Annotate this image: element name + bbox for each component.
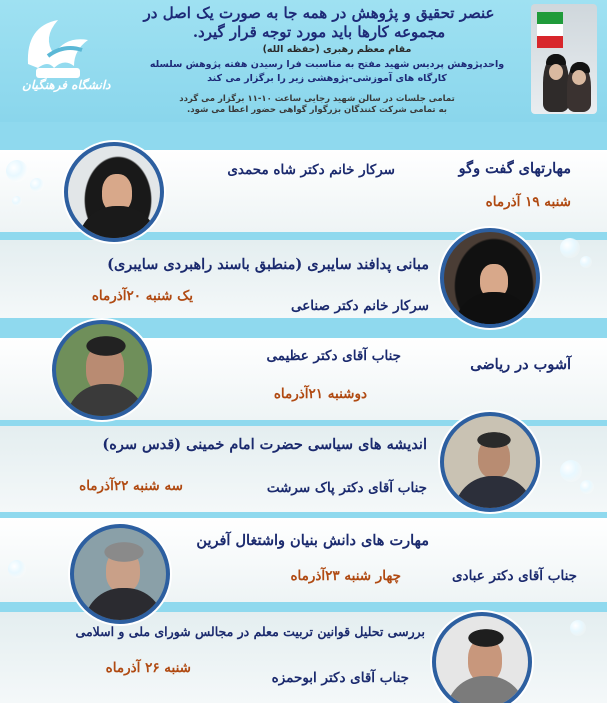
session-speaker: سرکار خانم دکتر شاه محمدی (227, 162, 395, 178)
session-date: دوشنبه ۲۱آذرماه (273, 386, 367, 402)
speaker-photo (440, 412, 540, 512)
leaders-photo (531, 4, 597, 114)
session-speaker: جناب آقای دکتر ابوحمزه (271, 670, 409, 686)
session-date: شنبه ۲۶ آذرماه (105, 660, 191, 676)
speaker-photo (70, 524, 170, 624)
bubble-decoration (12, 196, 22, 206)
bubble-decoration (580, 256, 592, 268)
session-topic: مبانی پدافند سایبری (منطبق باسند راهبردی سایبری) (107, 256, 429, 273)
bubble-decoration (6, 160, 28, 182)
bubble-decoration (560, 238, 580, 258)
bubble-decoration (570, 620, 586, 636)
bubble-decoration (560, 460, 582, 482)
quote-source: مقام معظم رهبری (حفظه الله) (262, 44, 412, 55)
bubble-decoration (580, 480, 594, 494)
session-speaker: جناب آقای دکتر عظیمی (266, 348, 401, 364)
speaker-photo (52, 320, 152, 420)
leader-figure (567, 62, 591, 112)
logo-text: دانشگاه فرهنگیان (22, 78, 111, 92)
session-topic: مهارت های دانش بنیان واشتغال آفرین (196, 532, 429, 549)
session-topic: اندیشه های سیاسی حضرت امام خمینی (قدس سره) (102, 436, 427, 453)
bubble-decoration (30, 178, 44, 192)
session-speaker: جناب آقای دکتر پاک سرشت (266, 480, 427, 496)
session-date: شنبه ۱۹ آذرماه (485, 194, 571, 210)
bubble-decoration (8, 560, 26, 578)
poster-header (0, 0, 607, 122)
event-note: تمامی جلسات در سالن شهید رجایی ساعت ۱۰-۱۱ برگزار می گردد به تمامی شرکت کنندگان بزرگوار گواهی حضور اعطا می شود. (179, 94, 455, 115)
university-logo (8, 6, 123, 116)
header-quote: عنصر تحقیق و پژوهش در همه جا به صورت یک اصل در مجموعه کارها باید مورد توجه قرار گیرد. (143, 4, 495, 41)
session-topic: آشوب در ریاضی (470, 356, 571, 373)
session-topic: مهارتهای گفت وگو (458, 160, 571, 177)
session-speaker: سرکار خانم دکتر صناعی (290, 298, 429, 314)
event-intro: واحدپژوهش پردیس شهید مفتح به مناسبت فرا رسیدن هفته پژوهش سلسله کارگاه های آموزشی-پژوهشی زیر را برگزار می کند (149, 59, 505, 84)
speaker-photo (432, 612, 532, 703)
session-speaker: جناب آقای دکتر عبادی (451, 568, 577, 584)
speaker-photo (64, 142, 164, 242)
iran-flag-icon (537, 12, 563, 48)
session-date: سه شنبه ۲۲آذرماه (79, 478, 183, 494)
session-date: یک شنبه ۲۰آذرماه (91, 288, 193, 304)
session-topic: بررسی تحلیل قوانین تربیت معلم در مجالس شورای ملی و اسلامی (75, 624, 425, 639)
speaker-photo (440, 228, 540, 328)
leader-figure (543, 54, 569, 112)
session-date: چهار شنبه ۲۳آذرماه (290, 568, 401, 584)
